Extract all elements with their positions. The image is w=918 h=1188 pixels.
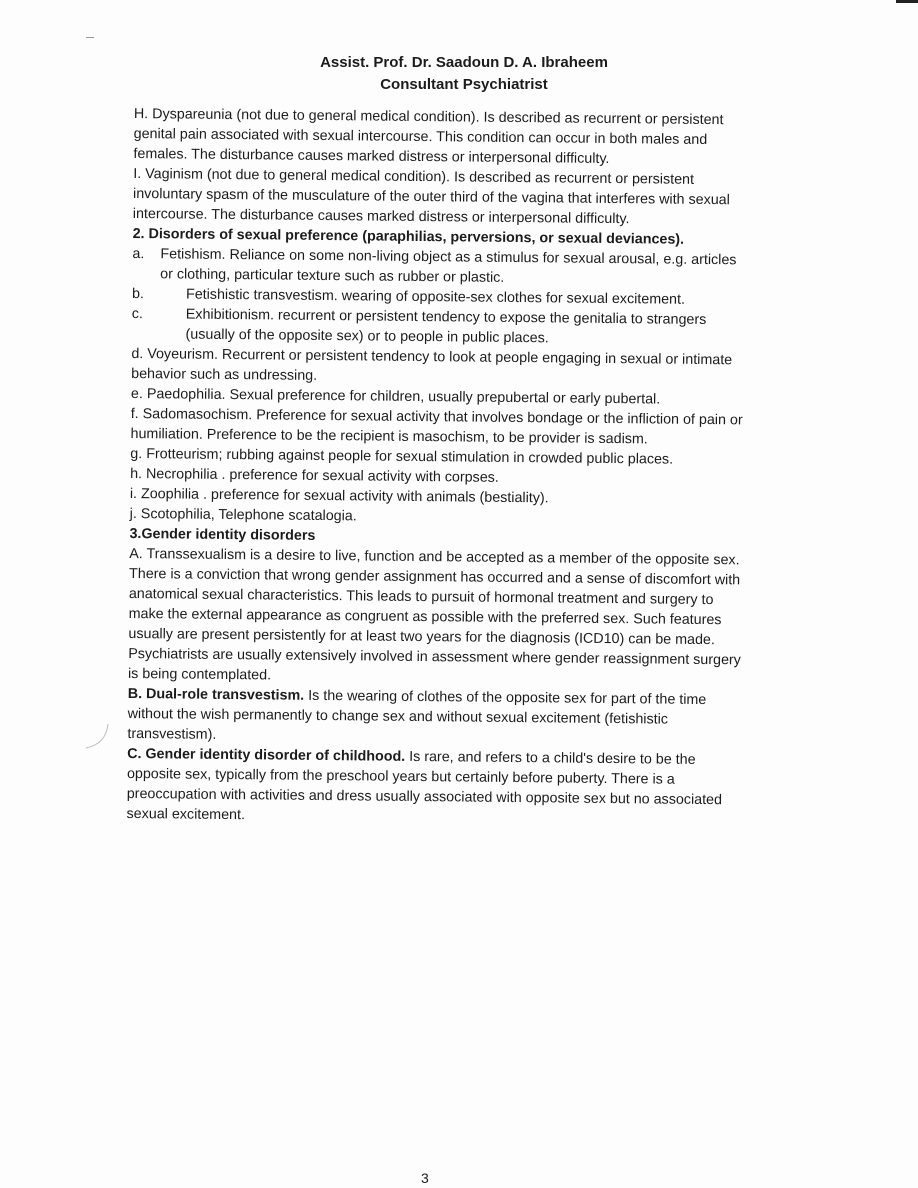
section-heading-sexual-preference: 2. Disorders of sexual preference (paraphilias, perversions, or sexual deviances). — [132, 225, 685, 248]
list-item-paedophilia: e. Paedophilia. Sexual preference for children, usually prepubertal or early pubertal. — [130, 385, 661, 408]
list-item-zoophilia: i. Zoophilia . preference for sexual activity with animals (bestiality). — [129, 485, 549, 507]
term-definition: Is rare, and refers to a child's desire to be the opposite sex, typically from the preschool years but certainly before puberty. There is a preoccupation with activities and dress usually associated with opposite sex but no associated sexual excitement. — [126, 748, 723, 824]
list-item-sadomasochism: f. Sadomasochism. Preference for sexual activity that involves bondage or the infliction of pain or humiliation. Preference to be the recipient is masochism, to be provider is sadism. — [130, 405, 743, 448]
paragraph-vaginism: I. Vaginism (not due to general medical condition). Is described as recurrent or persistent involuntary spasm of the musculature of the outer third of the vagina that interferes with sexual intercourse. The disturbance causes marked distress or interpersonal difficulty. — [132, 165, 730, 228]
list-item-text: Fetishistic transvestism. wearing of opposite-sex clothes for sexual excitement. — [185, 286, 686, 308]
section-heading-gender-identity: 3.Gender identity disorders — [129, 525, 316, 544]
list-item-text: Fetishism. Reliance on some non-living object as a stimulus for sexual arousal, e.g. articles or clothing, particular texture such as rubber or plastic. — [160, 246, 737, 286]
document-body — [126, 104, 750, 830]
author-role: Consultant Psychiatrist — [380, 76, 548, 93]
paragraph-dyspareunia: H. Dyspareunia (not due to general medical condition). Is described as recurrent or persistent genital pain associated with sexual intercourse. This condition can occur in both males and females. The disturbance causes marked distress or interpersonal difficulty. — [133, 105, 724, 167]
list-marker: b. — [131, 285, 145, 303]
list-item-fetishism — [132, 244, 748, 290]
list-item-text: Exhibitionism. recurrent or persistent tendency to expose the genitalia to strangers (usually of the opposite sex) or to people in public places. — [185, 306, 707, 347]
list-item-necrophilia: h. Necrophilia . preference for sexual activity with corpses. — [130, 465, 499, 486]
list-item-exhibitionism — [131, 304, 747, 350]
term-definition: Is the wearing of clothes of the opposite sex for part of the time without the wish permanently to change sex and without sexual excitement (fetishistic transvestism). — [127, 687, 707, 743]
scan-edge-mark — [896, 0, 918, 3]
page-number: 3 — [421, 1170, 429, 1186]
paragraph-gender-identity-childhood — [126, 744, 743, 830]
term-label: C. Gender identity disorder of childhood. — [127, 745, 406, 765]
list-item-voyeurism: d. Voyeurism. Recurrent or persistent tendency to look at people engaging in sexual or intimate behavior such as undressing. — [131, 345, 733, 384]
paragraph-transsexualism: A. Transsexualism is a desire to live, function and be accepted as a member of the opposite sex. There is a conviction that wrong gender assignment has occurred and a sense of discomfort with anatomical sexual characteristics. This leads to pursuit of hormonal treatment and surgery to make the external appearance as congruent as possible with the preferred sex. Such features usually are present persistently for at least two years for the diagnosis (ICD10) can be made. Psychiatrists are usually extensively involved in assessment where gender reassignment surgery is being contemplated. — [127, 545, 741, 684]
list-item-scotophilia: j. Scotophilia, Telephone scatalogia. — [129, 505, 357, 525]
list-marker: a. — [132, 245, 145, 263]
paragraph-dual-role-transvestism — [127, 684, 744, 750]
term-label: B. Dual-role transvestism. — [127, 685, 305, 704]
list-item-frotteurism: g. Frotteurism; rubbing against people for sexual stimulation in crowded public places. — [130, 445, 674, 468]
scan-speck — [86, 37, 94, 38]
scan-artifact-curve — [80, 722, 110, 752]
author-heading: Assist. Prof. Dr. Saadoun D. A. Ibraheem — [320, 54, 608, 71]
list-marker: c. — [131, 305, 144, 323]
